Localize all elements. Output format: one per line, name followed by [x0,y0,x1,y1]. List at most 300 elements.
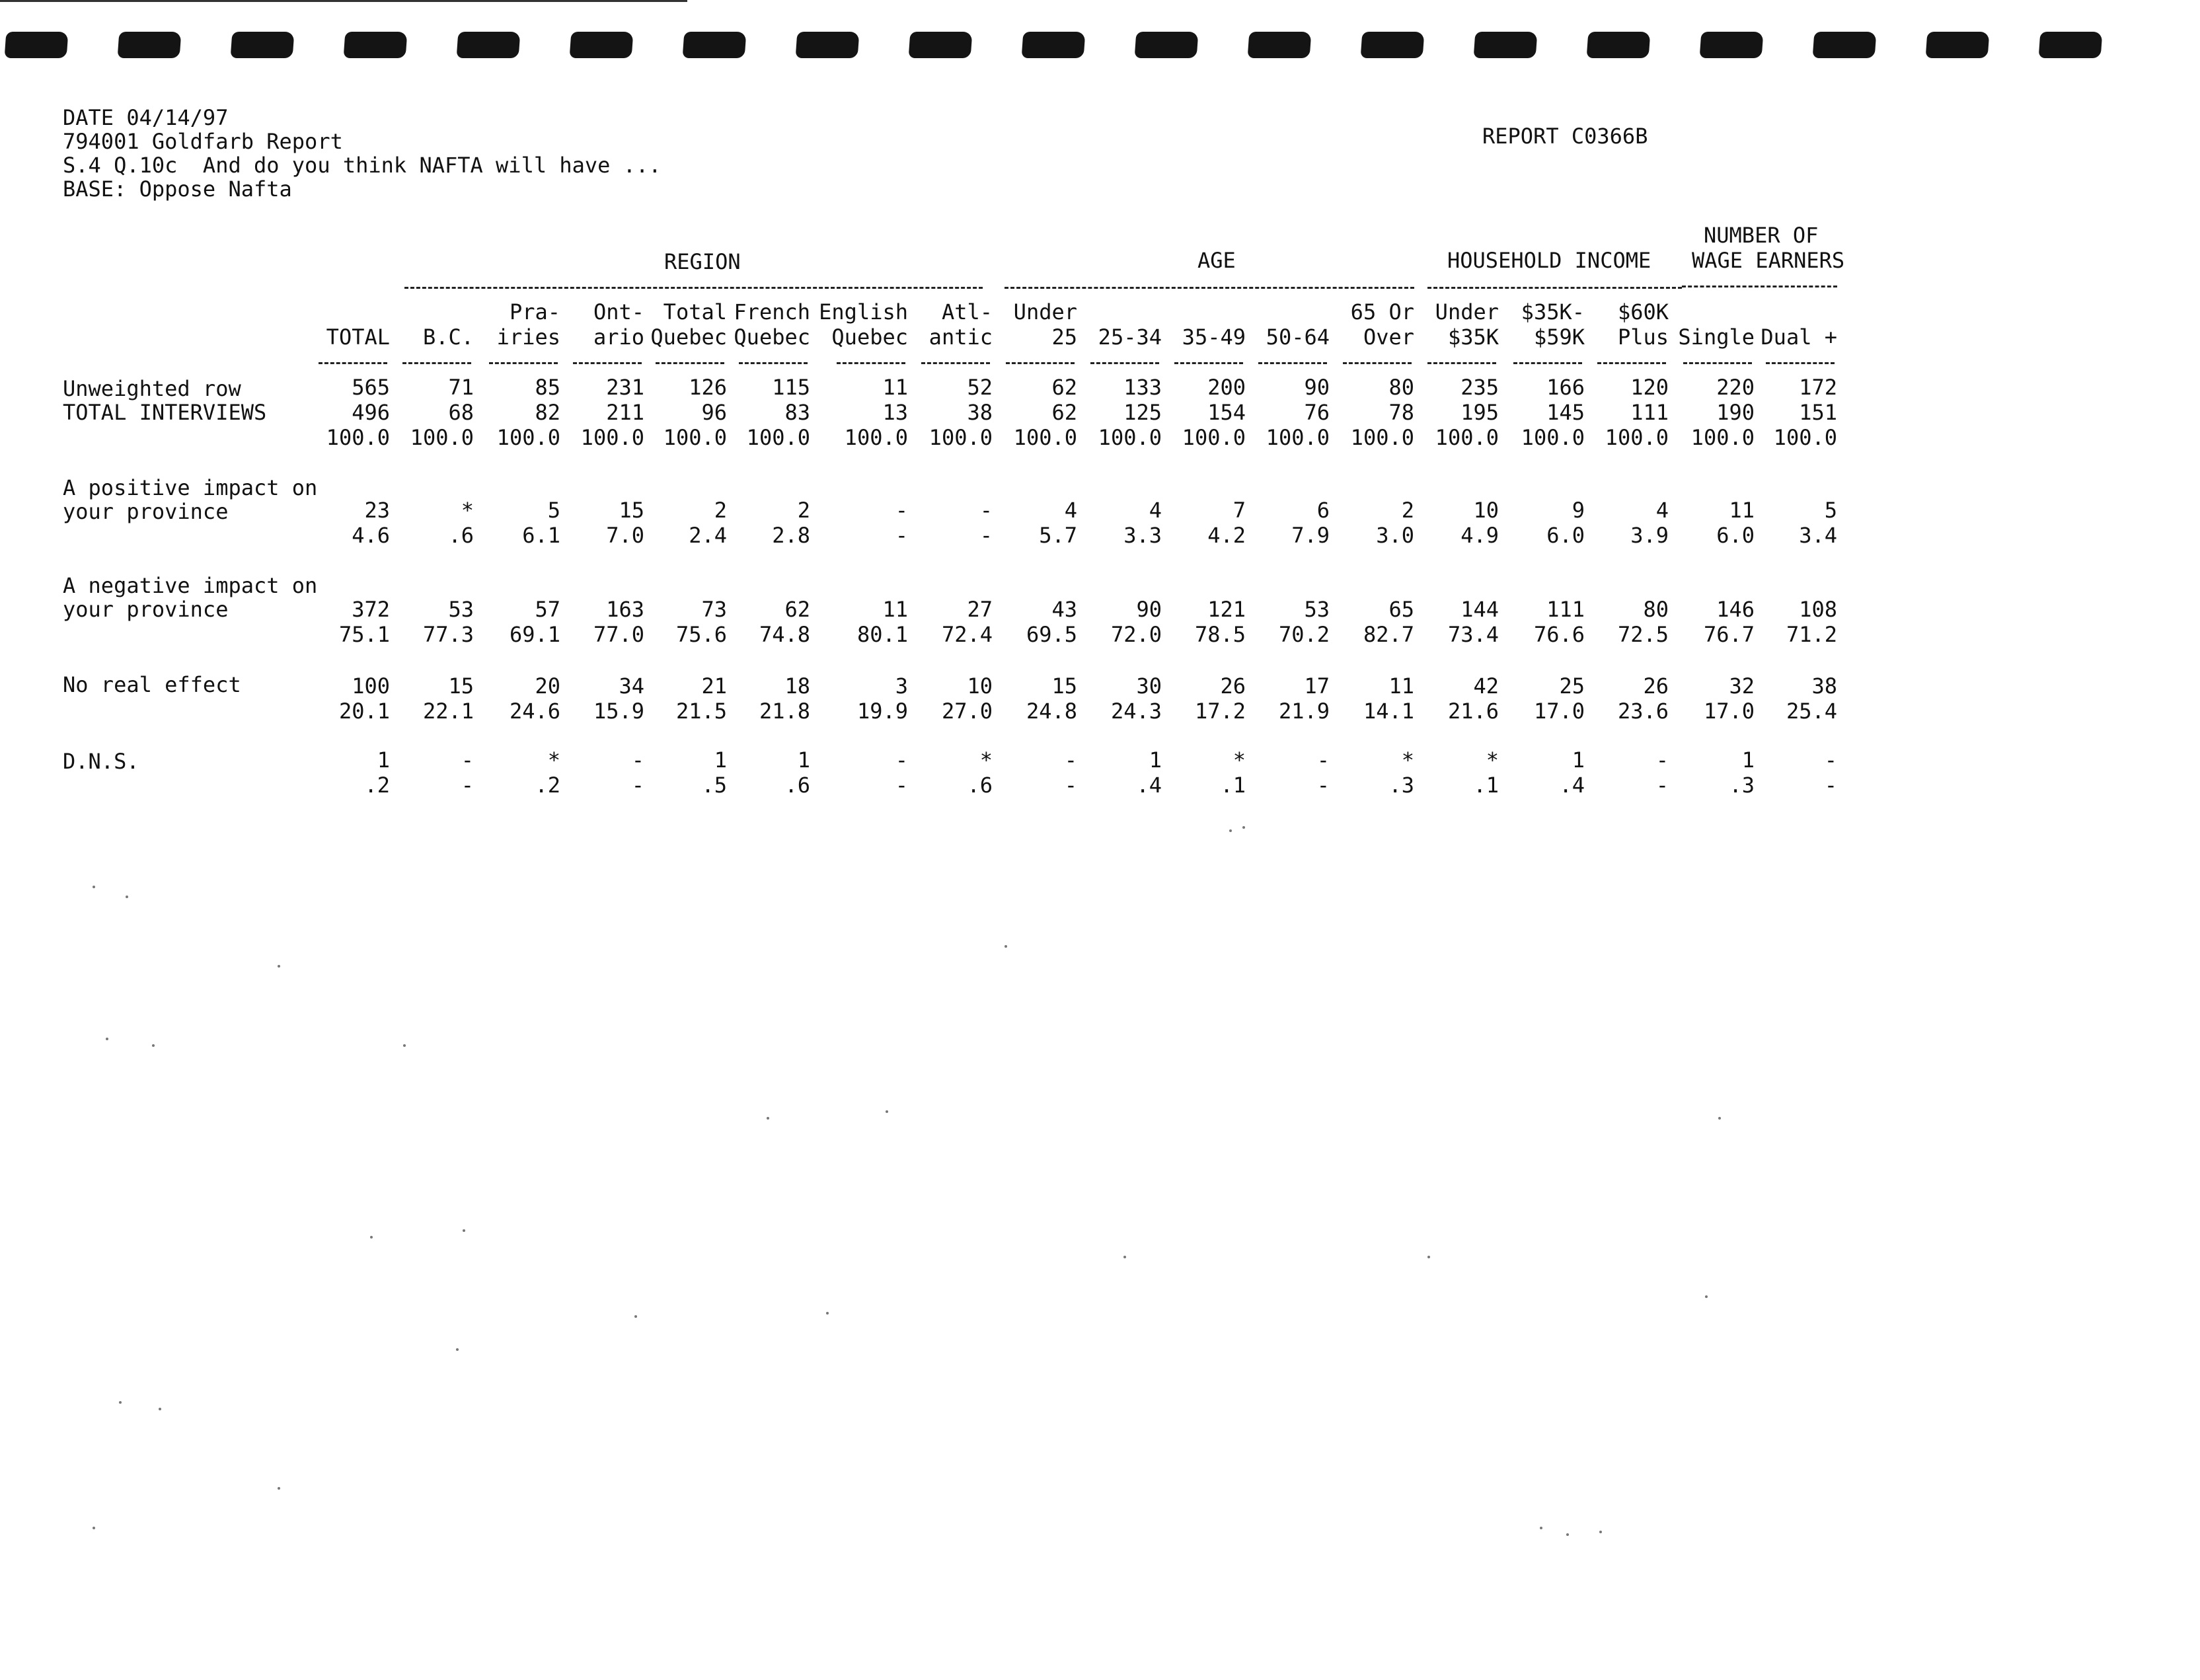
table-cell: 108 [1799,597,1837,622]
table-cell: 62 [784,597,810,622]
punch-hole [457,32,521,58]
table-cell: - [1064,773,1077,798]
column-header-line2: Over [1363,325,1414,350]
table-cell: 21.6 [1447,699,1499,724]
table-cell: 24.3 [1110,699,1162,724]
noise-speck [278,1487,280,1490]
table-cell: 38 [967,400,993,425]
table-cell: 1 [377,747,390,773]
punch-hole [1474,32,1538,58]
punch-hole [1361,32,1425,58]
noise-speck [278,965,280,968]
table-cell: 195 [1460,400,1499,425]
table-cell: 144 [1460,597,1499,622]
table-cell: 100.0 [1013,425,1077,450]
report-title: 794001 Goldfarb Report [63,129,343,154]
table-cell: 3.4 [1799,523,1837,548]
table-cell: 3 [895,673,908,699]
row-label: D.N.S. [63,749,139,774]
table-cell: 38 [1811,673,1837,699]
table-cell: .6 [967,773,993,798]
table-cell: 121 [1207,597,1246,622]
table-cell: .1 [1473,773,1499,798]
table-cell: 14.1 [1363,699,1414,724]
column-header-line2: Dual + [1761,325,1837,350]
group-header-age: AGE [1197,248,1236,273]
table-cell: 7 [1233,498,1246,523]
punch-hole [344,32,408,58]
table-cell: 10 [1473,498,1499,523]
column-header-rule [1513,362,1582,364]
column-header-rule [489,362,558,364]
table-cell: 115 [772,375,810,400]
table-cell: 17.0 [1703,699,1755,724]
table-cell: 111 [1630,400,1669,425]
table-cell: 1 [1149,747,1162,773]
column-header-line2: Single [1678,325,1755,350]
table-cell: 96 [701,400,727,425]
table-cell: 211 [606,400,644,425]
column-header-rule [402,362,471,364]
table-cell: * [979,747,993,773]
table-cell: 90 [1136,597,1162,622]
table-cell: 82.7 [1363,622,1414,647]
table-cell: 24.6 [509,699,560,724]
table-cell: 1 [1741,747,1755,773]
table-cell: 69.5 [1026,622,1077,647]
table-cell: 5 [1824,498,1837,523]
age-underline [1005,287,1414,289]
table-cell: 26 [1643,673,1669,699]
noise-speck [1566,1533,1569,1536]
table-cell: 100.0 [929,425,993,450]
table-cell: 73 [701,597,727,622]
table-cell: 2 [1401,498,1414,523]
table-cell: 72.0 [1110,622,1162,647]
noise-speck [456,1348,459,1351]
noise-speck [126,896,128,898]
table-cell: 19.9 [856,699,908,724]
table-cell: 11 [882,597,908,622]
table-cell: 75.6 [675,622,727,647]
table-cell: 200 [1207,375,1246,400]
punch-hole [1813,32,1877,58]
column-header-line2: 25-34 [1098,325,1162,350]
column-header-line1: Atl- [941,299,993,325]
table-cell: .6 [448,523,474,548]
noise-speck [93,886,95,888]
table-cell: - [1824,773,1837,798]
table-cell: 6.0 [1716,523,1755,548]
table-cell: 10 [967,673,993,699]
group-header-earners-line1: NUMBER OF [1704,223,1819,248]
table-cell: 11 [1388,673,1414,699]
table-cell: 27.0 [941,699,993,724]
table-cell: 6.1 [522,523,560,548]
table-cell: 3.3 [1123,523,1162,548]
row-label: A negative impact on [63,573,318,598]
punch-hole [1926,32,1990,58]
table-cell: 15.9 [593,699,644,724]
table-cell: .2 [535,773,560,798]
table-cell: 72.5 [1617,622,1669,647]
noise-speck [1705,1295,1708,1298]
column-header-line1: $35K- [1521,299,1585,325]
row-label-line2: TOTAL INTERVIEWS [63,400,267,425]
punch-hole [1022,32,1086,58]
table-cell: 5.7 [1039,523,1077,548]
table-cell: 151 [1799,400,1837,425]
table-cell: 77.3 [422,622,474,647]
column-header-line2: ario [593,325,644,350]
table-cell: 71 [448,375,474,400]
table-cell: 4 [1149,498,1162,523]
table-cell: 78 [1388,400,1414,425]
table-cell: 68 [448,400,474,425]
table-cell: 65 [1388,597,1414,622]
table-cell: 52 [967,375,993,400]
table-cell: 53 [1304,597,1330,622]
table-cell: 15 [448,673,474,699]
table-cell: 32 [1729,673,1755,699]
noise-speck [1540,1527,1542,1529]
table-cell: 100.0 [326,425,390,450]
table-cell: - [1316,773,1330,798]
table-cell: - [1064,747,1077,773]
noise-speck [1599,1531,1602,1533]
table-cell: 76.7 [1703,622,1755,647]
column-header-line2: 35-49 [1182,325,1246,350]
table-cell: 100.0 [1690,425,1755,450]
table-cell: 11 [1729,498,1755,523]
table-cell: 1 [797,747,810,773]
table-cell: 22.1 [422,699,474,724]
punch-hole [683,32,747,58]
column-header-line2: Quebec [650,325,727,350]
table-cell: 17.0 [1533,699,1585,724]
column-header-line1: Total [663,299,727,325]
punch-hole [1587,32,1651,58]
table-cell: 2 [797,498,810,523]
punch-hole [1135,32,1199,58]
earners-underline [1682,286,1837,287]
table-cell: - [461,773,474,798]
table-cell: 235 [1460,375,1499,400]
table-cell: 34 [619,673,644,699]
column-header-line1: Under [1013,299,1077,325]
income-underline [1427,287,1682,289]
column-header-line2: $59K [1533,325,1585,350]
noise-speck [1242,826,1245,829]
table-cell: 17.2 [1194,699,1246,724]
column-header-rule [656,362,724,364]
noise-speck [1123,1256,1126,1258]
column-header-line1: 65 Or [1350,299,1414,325]
table-cell: * [1486,747,1499,773]
table-cell: .3 [1729,773,1755,798]
table-cell: 80 [1388,375,1414,400]
table-cell: - [631,747,644,773]
table-cell: .2 [364,773,390,798]
column-header-rule [1006,362,1075,364]
table-cell: - [895,498,908,523]
group-header-region: REGION [664,249,741,274]
table-cell: 5 [547,498,560,523]
table-cell: 18 [784,673,810,699]
question-text: S.4 Q.10c And do you think NAFTA will have ... [63,153,662,178]
noise-speck [826,1312,829,1315]
table-cell: 74.8 [759,622,810,647]
table-cell: 13 [882,400,908,425]
table-cell: 85 [535,375,560,400]
column-header-rule [1766,362,1835,364]
table-cell: 4.6 [352,523,390,548]
table-cell: 166 [1546,375,1585,400]
column-header-rule [319,362,387,364]
noise-speck [767,1117,769,1120]
table-cell: - [1655,773,1669,798]
table-cell: 100.0 [1521,425,1585,450]
table-cell: 100.0 [1098,425,1162,450]
table-cell: 78.5 [1194,622,1246,647]
table-cell: * [547,747,560,773]
report-date: DATE 04/14/97 [63,105,229,130]
table-cell: 27 [967,597,993,622]
row-label: A positive impact on [63,475,318,500]
table-cell: - [1316,747,1330,773]
column-header-rule [837,362,905,364]
column-header-line1: Under [1435,299,1499,325]
table-cell: 62 [1051,375,1077,400]
table-cell: 100.0 [1350,425,1414,450]
table-cell: 565 [352,375,390,400]
punch-hole [5,32,69,58]
table-cell: 100.0 [1605,425,1669,450]
row-label: No real effect [63,672,241,697]
noise-speck [1718,1117,1721,1120]
punch-hole [118,32,182,58]
group-header-income: HOUSEHOLD INCOME [1447,248,1651,273]
table-cell: 24.8 [1026,699,1077,724]
table-cell: 6 [1316,498,1330,523]
noise-speck [634,1315,637,1318]
table-cell: 100.0 [1182,425,1246,450]
table-cell: 4 [1655,498,1669,523]
table-cell: 100.0 [1266,425,1330,450]
column-header-line1: French [734,299,810,325]
table-cell: 125 [1123,400,1162,425]
column-header-line2: iries [496,325,560,350]
table-cell: 43 [1051,597,1077,622]
punch-hole [2039,32,2103,58]
table-cell: 496 [352,400,390,425]
table-cell: - [631,773,644,798]
table-cell: 21.5 [675,699,727,724]
table-cell: 7.0 [606,523,644,548]
column-header-line2: Quebec [831,325,908,350]
table-cell: 15 [619,498,644,523]
table-cell: 372 [352,597,390,622]
table-cell: 82 [535,400,560,425]
table-cell: * [461,498,474,523]
table-cell: 21.9 [1278,699,1330,724]
table-cell: 21.8 [759,699,810,724]
table-cell: - [895,773,908,798]
noise-speck [119,1401,122,1404]
table-cell: 25 [1559,673,1585,699]
region-underline [404,287,983,289]
column-header-rule [1090,362,1159,364]
noise-speck [152,1044,155,1047]
punch-hole [570,32,634,58]
noise-speck [886,1110,888,1113]
report-id: REPORT C0366B [1482,124,1648,149]
table-cell: 17 [1304,673,1330,699]
table-cell: 100.0 [580,425,644,450]
table-cell: 126 [689,375,727,400]
row-label: Unweighted row [63,376,241,401]
table-cell: 220 [1716,375,1755,400]
table-cell: 26 [1220,673,1246,699]
table-cell: 90 [1304,375,1330,400]
table-cell: .5 [701,773,727,798]
base-text: BASE: Oppose Nafta [63,176,292,202]
column-header-line1: Ont- [593,299,644,325]
table-cell: * [1233,747,1246,773]
table-cell: 77.0 [593,622,644,647]
punch-hole [909,32,973,58]
table-cell: 100.0 [496,425,560,450]
table-cell: 23.6 [1617,699,1669,724]
table-cell: 80 [1643,597,1669,622]
table-cell: 70.2 [1278,622,1330,647]
table-cell: 62 [1051,400,1077,425]
noise-speck [1229,829,1232,832]
column-header-line2: Plus [1617,325,1669,350]
punch-hole [231,32,295,58]
table-cell: 100.0 [1435,425,1499,450]
table-cell: 100 [352,673,390,699]
table-cell: 120 [1630,375,1669,400]
table-cell: 100.0 [663,425,727,450]
column-header-rule [921,362,990,364]
column-header-line1: $60K [1617,299,1669,325]
table-cell: - [979,523,993,548]
table-cell: 172 [1799,375,1837,400]
table-cell: 4.9 [1460,523,1499,548]
noise-speck [1427,1256,1430,1258]
punch-hole [796,32,860,58]
column-header-line2: Quebec [734,325,810,350]
table-cell: 100.0 [844,425,908,450]
table-cell: 53 [448,597,474,622]
column-header-rule [1597,362,1666,364]
table-cell: 4 [1064,498,1077,523]
table-cell: 80.1 [856,622,908,647]
table-cell: 57 [535,597,560,622]
column-header-rule [573,362,642,364]
table-cell: 163 [606,597,644,622]
punch-hole-strip [0,32,2200,65]
group-header-earners-line2: WAGE EARNERS [1692,248,1845,273]
noise-speck [159,1408,161,1410]
table-cell: 2.8 [772,523,810,548]
table-cell: 111 [1546,597,1585,622]
table-cell: 75.1 [338,622,390,647]
noise-speck [463,1229,465,1232]
table-cell: 20.1 [338,699,390,724]
table-cell: 100.0 [746,425,810,450]
noise-speck [93,1527,95,1529]
table-cell: 72.4 [941,622,993,647]
table-cell: 71.2 [1786,622,1837,647]
table-cell: 154 [1207,400,1246,425]
column-header-line2: $35K [1447,325,1499,350]
column-header-line2: 50-64 [1266,325,1330,350]
table-cell: - [895,747,908,773]
column-header-rule [1258,362,1327,364]
table-cell: 1 [714,747,727,773]
table-cell: - [1655,747,1669,773]
table-cell: 1 [1572,747,1585,773]
table-cell: - [979,498,993,523]
table-cell: 15 [1051,673,1077,699]
table-cell: 3.9 [1630,523,1669,548]
table-cell: 2.4 [689,523,727,548]
table-cell: 7.9 [1291,523,1330,548]
column-header-line2: antic [929,325,993,350]
column-header-rule [1174,362,1243,364]
table-cell: 42 [1473,673,1499,699]
table-cell: 100.0 [1773,425,1837,450]
table-cell: 76.6 [1533,622,1585,647]
table-cell: 146 [1716,597,1755,622]
punch-hole [1248,32,1312,58]
table-cell: .6 [784,773,810,798]
table-cell: .4 [1136,773,1162,798]
table-cell: 76 [1304,400,1330,425]
table-cell: 83 [784,400,810,425]
table-cell: 23 [364,498,390,523]
table-cell: .1 [1220,773,1246,798]
row-label-line2: your province [63,597,229,622]
column-header-rule [1427,362,1496,364]
table-cell: 11 [882,375,908,400]
table-cell: 9 [1572,498,1585,523]
table-cell: 6.0 [1546,523,1585,548]
table-cell: 3.0 [1376,523,1414,548]
table-cell: 190 [1716,400,1755,425]
table-cell: - [895,523,908,548]
table-cell: - [461,747,474,773]
column-header-rule [739,362,808,364]
table-cell: 20 [535,673,560,699]
column-header-line2: 25 [1051,325,1077,350]
column-header-line1: Pra- [509,299,560,325]
noise-speck [1005,945,1007,948]
table-cell: 2 [714,498,727,523]
column-header-line2: B.C. [422,325,474,350]
column-header-line1: English [819,299,908,325]
table-cell: 4.2 [1207,523,1246,548]
noise-speck [403,1044,406,1047]
column-header-line2: TOTAL [326,325,390,350]
table-cell: 231 [606,375,644,400]
page-edge [0,0,687,2]
table-cell: - [1824,747,1837,773]
table-cell: .3 [1388,773,1414,798]
table-cell: 145 [1546,400,1585,425]
